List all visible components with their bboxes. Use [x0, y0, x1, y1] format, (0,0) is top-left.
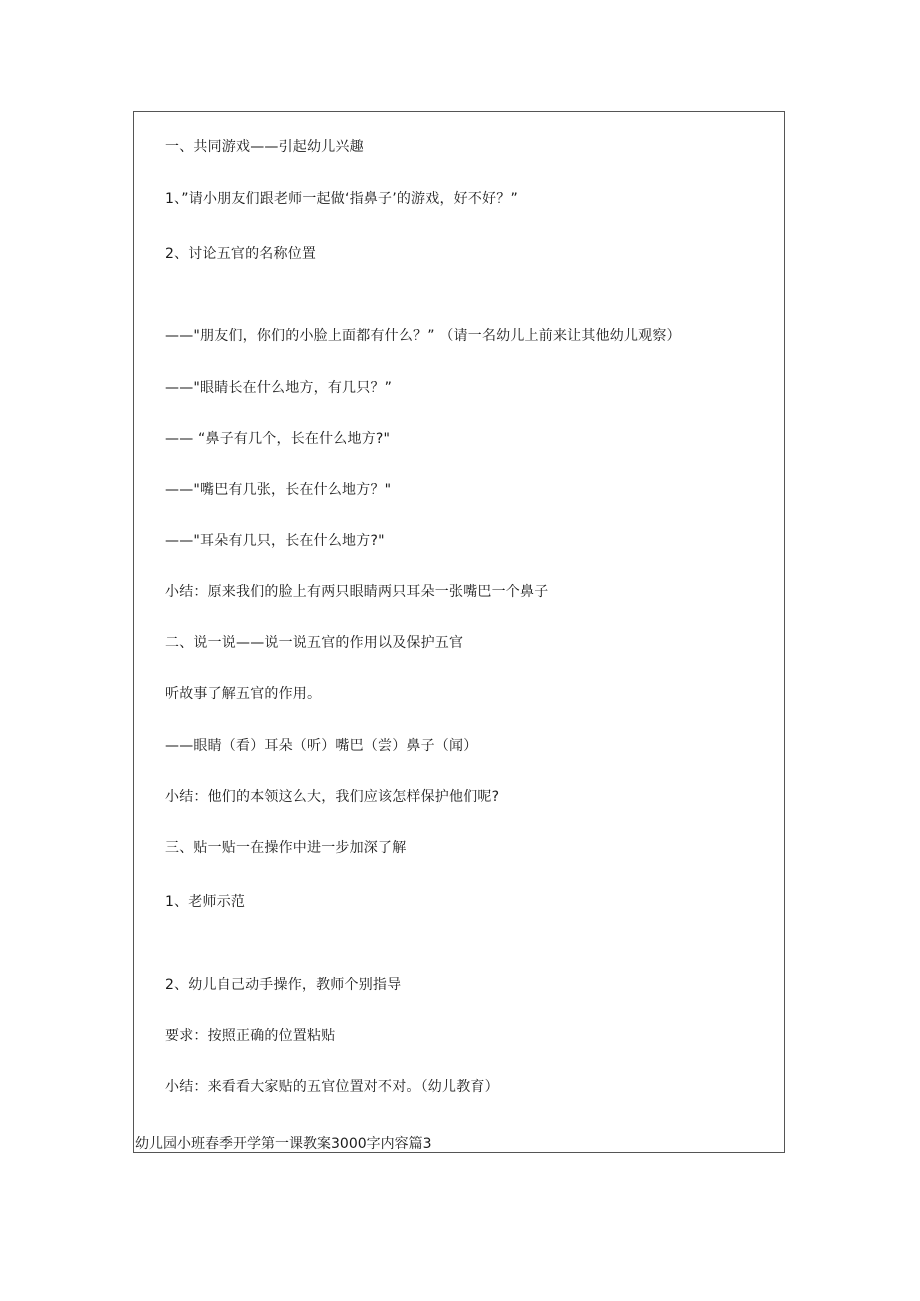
paragraph-line: 要求：按照正确的位置粘贴: [165, 1028, 336, 1044]
section-heading-3: 三、贴一贴一在操作中进一步加深了解: [165, 840, 407, 856]
paragraph-line: 2、讨论五官的名称位置: [165, 246, 317, 262]
summary-line: 小结：来看看大家贴的五官位置对不对。（幼儿教育）: [165, 1079, 499, 1095]
paragraph-line: ——"朋友们，你们的小脸上面都有什么？” （请一名幼儿上前来让其他幼儿观察）: [165, 328, 681, 344]
paragraph-line: ——"嘴巴有几张，长在什么地方？": [165, 482, 392, 498]
paragraph-line: 2、幼儿自己动手操作，教师个别指导: [165, 977, 402, 993]
paragraph-line: 1、老师示范: [165, 894, 246, 910]
summary-line: 小结：他们的本领这么大，我们应该怎样保护他们呢?: [165, 789, 500, 805]
section-heading-2: 二、说一说——说一说五官的作用以及保护五官: [165, 635, 464, 651]
next-section-title: 幼儿园小班春季开学第一课教案3000字内容篇3: [135, 1136, 432, 1152]
document-frame: [133, 111, 785, 1153]
paragraph-line: —— “鼻子有几个，长在什么地方?": [165, 431, 391, 447]
paragraph-line: ——"耳朵有几只，长在什么地方?": [165, 533, 385, 549]
summary-line: 小结：原来我们的脸上有两只眼睛两只耳朵一张嘴巴一个鼻子: [165, 584, 549, 600]
paragraph-line: ——眼睛（看）耳朵（听）嘴巴（尝）鼻子（闻）: [165, 738, 478, 754]
section-heading-1: 一、共同游戏——引起幼儿兴趣: [165, 139, 364, 155]
paragraph-line: 1、”请小朋友们跟老师一起做‘指鼻子’的游戏，好不好？”: [165, 191, 518, 207]
paragraph-line: 听故事了解五官的作用。: [165, 686, 322, 702]
paragraph-line: ——"眼睛长在什么地方，有几只？”: [165, 380, 393, 396]
